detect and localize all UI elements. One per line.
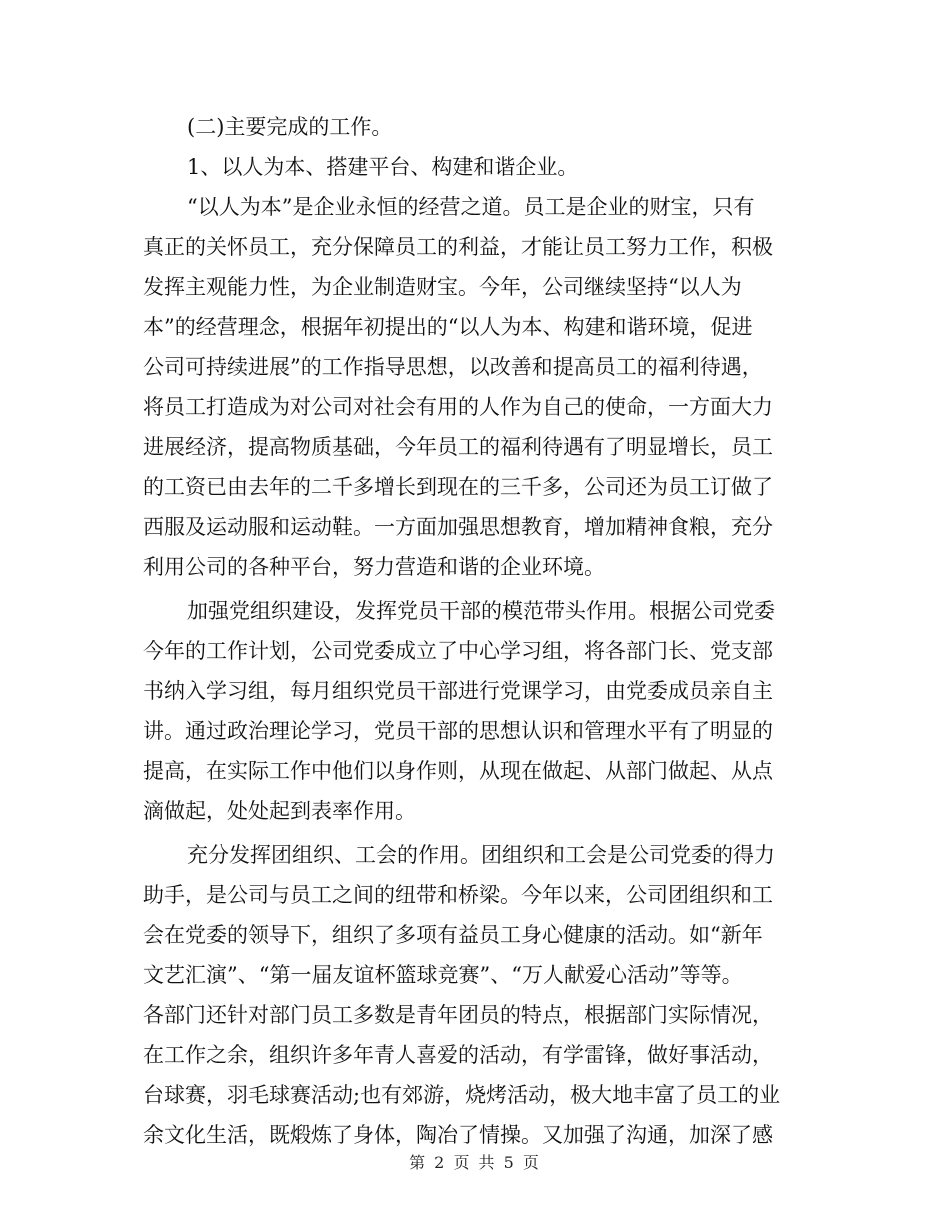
paragraph-line: 今年的工作计划，公司党委成立了中心学习组，将各部门长、党支部 bbox=[143, 639, 773, 663]
paragraph-line: 加强党组织建设，发挥党员干部的模范带头作用。根据公司党委 bbox=[187, 599, 775, 623]
page-number-footer: 第 2 页 共 5 页 bbox=[409, 1153, 541, 1172]
paragraph-line: 台球赛，羽毛球赛活动;也有郊游，烧烤活动，极大地丰富了员工的业 bbox=[143, 1083, 781, 1107]
paragraph-line: 的工资已由去年的二千多增长到现在的三千多，公司还为员工订做了 bbox=[143, 475, 773, 499]
paragraph-line: 滴做起，处处起到表率作用。 bbox=[143, 799, 416, 823]
paragraph-line: 充分发挥团组织、工会的作用。团组织和工会是公司党委的得力 bbox=[187, 843, 775, 867]
paragraph-line: 西服及运动服和运动鞋。一方面加强思想教育，增加精神食粮，充分 bbox=[143, 515, 773, 539]
paragraph-line: 发挥主观能力性，为企业制造财宝。今年，公司继续坚持“以人为 bbox=[143, 275, 742, 299]
paragraph-line: 本”的经营理念，根据年初提出的“以人为本、构建和谐环境，促进 bbox=[143, 315, 753, 339]
paragraph-line: 利用公司的各种平台，努力营造和谐的企业环境。 bbox=[143, 555, 605, 579]
paragraph-line: 余文化生活，既煅炼了身体，陶冶了情操。又加强了沟通，加深了感 bbox=[143, 1123, 773, 1147]
paragraph-line: 将员工打造成为对公司对社会有用的人作为自己的使命，一方面大力 bbox=[143, 395, 773, 419]
paragraph-line: “以人为本”是企业永恒的经营之道。员工是企业的财宝，只有 bbox=[187, 195, 755, 219]
paragraph-line: 公司可持续进展”的工作指导思想，以改善和提高员工的福利待遇， bbox=[143, 355, 763, 379]
section-heading: (二)主要完成的工作。 bbox=[187, 115, 393, 139]
paragraph-line: 书纳入学习组，每月组织党员干部进行党课学习，由党委成员亲自主 bbox=[143, 679, 773, 703]
paragraph-league-union bbox=[143, 835, 813, 1155]
paragraph-line: 讲。通过政治理论学习，党员干部的思想认识和管理水平有了明显的 bbox=[143, 719, 773, 743]
subheading: 1、以人为本、搭建平台、构建和谐企业。 bbox=[187, 155, 579, 179]
paragraph-line: 文艺汇演”、“第一届友谊杯篮球竞赛”、“万人献爱心活动”等等。 bbox=[143, 963, 743, 987]
paragraph-line: 进展经济，提高物质基础，今年员工的福利待遇有了明显增长，员工 bbox=[143, 435, 773, 459]
document-body bbox=[143, 107, 813, 1155]
paragraph-line: 助手，是公司与员工之间的纽带和桥梁。今年以来，公司团组织和工 bbox=[143, 883, 773, 907]
paragraph-line: 各部门还针对部门员工多数是青年团员的特点，根据部门实际情况， bbox=[143, 1003, 773, 1027]
paragraph-line: 在工作之余，组织许多年青人喜爱的活动，有学雷锋，做好事活动， bbox=[143, 1043, 773, 1067]
paragraph-line: 真正的关怀员工，充分保障员工的利益，才能让员工努力工作，积极 bbox=[143, 235, 773, 259]
paragraph-people-oriented bbox=[143, 187, 813, 587]
paragraph-party-building bbox=[143, 591, 813, 831]
paragraph-line: 会在党委的领导下，组织了多项有益员工身心健康的活动。如“新年 bbox=[143, 923, 763, 947]
paragraph-line: 提高，在实际工作中他们以身作则，从现在做起、从部门做起、从点 bbox=[143, 759, 773, 783]
